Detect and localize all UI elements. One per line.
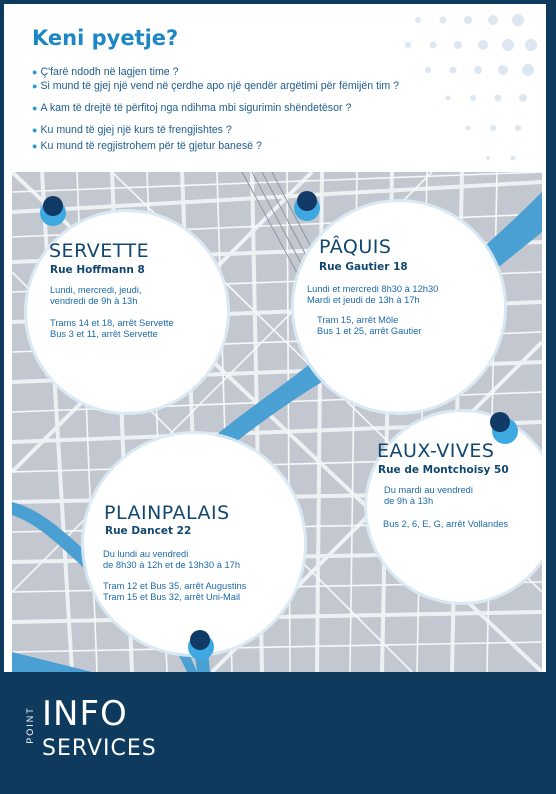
location-card-paquis — [294, 202, 504, 412]
location-street: Rue Dancet 22 — [105, 525, 192, 537]
list-item: ● Ç'farë ndodh në lagjen time ? — [32, 66, 179, 78]
location-street: Rue Hoffmann 8 — [50, 264, 145, 276]
location-name: PÂQUIS — [319, 236, 392, 258]
location-hours: Lundi et mercredi 8h30 à 12h30 Mardi et jeudi de 13h à 17h — [307, 284, 439, 305]
location-transport: Bus 2, 6, E, G, arrêt Vollandes — [383, 519, 509, 529]
location-transport: Tram 15, arrêt Môle Bus 1 et 25, arrêt Gautier — [317, 315, 422, 336]
map-pin-icon — [297, 191, 317, 211]
location-name: SERVETTE — [49, 240, 150, 262]
logo-point-text: POINT — [25, 706, 35, 744]
list-item: ● Si mund të gjej një vend në çerdhe apo një qendër argëtimi për fëmijën tim ? — [32, 80, 400, 92]
map-pin-icon — [490, 412, 510, 432]
location-card-plainpalais — [84, 434, 304, 654]
logo-info-text: INFO — [42, 694, 128, 734]
location-name: PLAINPALAIS — [104, 502, 230, 524]
location-street: Rue de Montchoisy 50 — [378, 464, 509, 476]
location-name: EAUX-VIVES — [377, 440, 495, 462]
map-pin-icon — [190, 630, 210, 650]
location-hours: Lundi, mercredi, jeudi, vendredi de 9h à 13h — [50, 285, 142, 306]
location-transport: Tram 12 et Bus 35, arrêt Augustins Tram 15 et Bus 32, arrêt Uni-Mail — [103, 581, 247, 602]
list-item: ● Ku mund të gjej një kurs të frengjishtes ? — [32, 124, 232, 136]
location-transport: Trams 14 et 18, arrêt Servette Bus 3 et 11, arrêt Servette — [50, 318, 174, 339]
question-list — [32, 66, 537, 153]
bullet-icon: ● — [32, 141, 38, 151]
list-item: ● Ku mund të regjistrohem për të gjetur banesë ? — [32, 140, 262, 152]
location-street: Rue Gautier 18 — [319, 261, 408, 273]
bullet-icon: ● — [32, 125, 38, 135]
bullet-icon: ● — [32, 103, 38, 113]
bullet-icon: ● — [32, 67, 38, 77]
city-map — [12, 172, 542, 672]
flyer — [4, 4, 546, 784]
map-pin-icon — [43, 196, 63, 216]
questions-section — [4, 4, 546, 172]
location-hours: Du lundi au vendredi de 8h30 à 12h et de 13h30 à 17h — [103, 549, 240, 570]
logo-services-text: SERVICES — [42, 736, 157, 761]
bullet-icon: ● — [32, 81, 38, 91]
list-item: ● A kam të drejtë të përfitoj nga ndihma mbi sigurimin shëndetësor ? — [32, 102, 352, 114]
page-title: Keni pyetje? — [32, 26, 179, 50]
footer-logo-band — [4, 672, 546, 784]
location-hours: Du mardi au vendredi de 9h à 13h — [384, 485, 473, 506]
